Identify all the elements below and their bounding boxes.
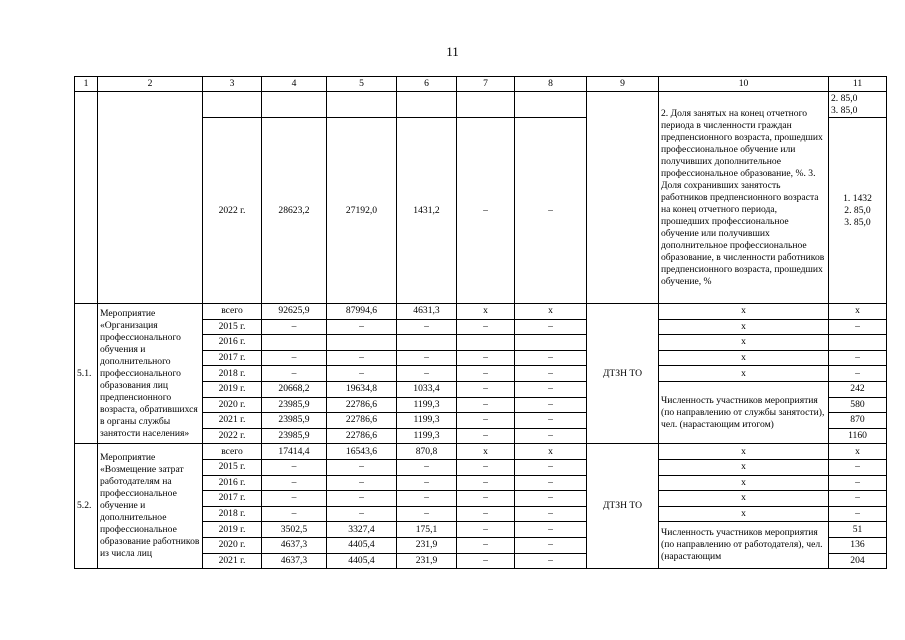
target-value: х	[829, 444, 887, 460]
column-header: 11	[829, 77, 887, 92]
value-cell: –	[515, 350, 587, 366]
value-cell: 17414,4	[262, 444, 327, 460]
value-cell: 23985,9	[262, 397, 327, 413]
value-cell: –	[457, 366, 515, 382]
value-cell: 1199,3	[397, 413, 457, 429]
value-cell: 3502,5	[262, 522, 327, 538]
indicator-description: Численность участников мероприятия (по направлению от службы занятости), чел. (нарастающим итогом)	[659, 381, 829, 443]
value-cell: 870,8	[397, 444, 457, 460]
target-values	[829, 92, 887, 118]
indicator-description: 2. Доля занятых на конец отчетного периода в численности граждан предпенсионного возраста, прошедших профессиональное обучение или получивших дополнительное профессиональное образование, %. 3. Доля сохранивших занятость работников предпенсионного возраста на конец отчетного периода, прошедших профессиональное обучение или получивших дополнительное профессиональное образование, в численности работников предпенсионного возраста, прошедших обучение, %	[659, 92, 829, 304]
indicator-cell: х	[659, 491, 829, 507]
year-cell: 2022 г.	[203, 118, 262, 304]
column-header: 10	[659, 77, 829, 92]
target-value: 51	[829, 522, 887, 538]
table-row	[75, 92, 887, 118]
table-cell	[203, 92, 262, 118]
value-cell: 1431,2	[397, 118, 457, 304]
year-cell: всего	[203, 304, 262, 320]
year-cell: 2020 г.	[203, 537, 262, 553]
column-header: 8	[515, 77, 587, 92]
value-cell: –	[515, 118, 587, 304]
year-cell: 2017 г.	[203, 491, 262, 507]
value-cell: х	[457, 304, 515, 320]
target-value: –	[829, 366, 887, 382]
target-value: 580	[829, 397, 887, 413]
indicator-cell: х	[659, 335, 829, 351]
value-cell: –	[327, 475, 397, 491]
value-cell: 231,9	[397, 537, 457, 553]
target-value: 2. 85,0	[844, 204, 871, 216]
value-cell: –	[457, 475, 515, 491]
target-value: 204	[829, 553, 887, 569]
value-cell: –	[515, 319, 587, 335]
value-cell: 28623,2	[262, 118, 327, 304]
value-cell: –	[457, 319, 515, 335]
value-cell: х	[515, 304, 587, 320]
indicator-cell: х	[659, 444, 829, 460]
indicator-cell: х	[659, 459, 829, 475]
value-cell: 16543,6	[327, 444, 397, 460]
section-number: 5.2.	[75, 444, 98, 569]
value-cell: –	[397, 459, 457, 475]
indicator-cell: х	[659, 350, 829, 366]
value-cell: –	[262, 491, 327, 507]
value-cell: –	[397, 366, 457, 382]
value-cell: 4405,4	[327, 537, 397, 553]
column-header: 3	[203, 77, 262, 92]
target-values	[829, 118, 887, 304]
year-cell: всего	[203, 444, 262, 460]
year-cell: 2018 г.	[203, 506, 262, 522]
value-cell: 22786,6	[327, 413, 397, 429]
value-cell: –	[397, 506, 457, 522]
table-cell	[327, 92, 397, 118]
value-cell: –	[515, 366, 587, 382]
year-cell: 2015 г.	[203, 319, 262, 335]
value-cell: –	[515, 381, 587, 397]
page-number: 11	[446, 44, 459, 59]
value-cell	[327, 335, 397, 351]
section-number: 5.1.	[75, 304, 98, 444]
value-cell: –	[262, 366, 327, 382]
column-header: 4	[262, 77, 327, 92]
target-value: х	[829, 304, 887, 320]
target-value: –	[829, 319, 887, 335]
year-cell: 2022 г.	[203, 428, 262, 444]
value-cell: –	[515, 397, 587, 413]
target-value: 242	[829, 381, 887, 397]
value-cell: –	[327, 506, 397, 522]
value-cell: –	[457, 428, 515, 444]
value-cell: х	[457, 444, 515, 460]
value-cell: 4631,3	[397, 304, 457, 320]
value-cell: –	[327, 319, 397, 335]
year-cell: 2017 г.	[203, 350, 262, 366]
value-cell	[457, 335, 515, 351]
value-cell: –	[397, 350, 457, 366]
value-cell: –	[262, 350, 327, 366]
year-cell: 2016 г.	[203, 475, 262, 491]
value-cell: –	[515, 428, 587, 444]
column-header: 2	[98, 77, 203, 92]
value-cell: –	[397, 475, 457, 491]
value-cell: –	[457, 522, 515, 538]
target-value: 1160	[829, 428, 887, 444]
section-title: Мероприятие «Организация профессионального обучения и дополнительного профессионального образования лиц предпенсионного возраста, обратившихся в органы службы занятости населения»	[98, 304, 203, 444]
year-cell: 2021 г.	[203, 413, 262, 429]
value-cell: –	[515, 522, 587, 538]
value-cell: –	[515, 413, 587, 429]
year-cell: 2016 г.	[203, 335, 262, 351]
value-cell: –	[515, 475, 587, 491]
target-value: –	[829, 350, 887, 366]
table-row	[75, 444, 887, 460]
value-cell: 27192,0	[327, 118, 397, 304]
value-cell: –	[457, 553, 515, 569]
value-cell: 22786,6	[327, 428, 397, 444]
value-cell: –	[515, 537, 587, 553]
table-cell	[457, 92, 515, 118]
value-cell: 1199,3	[397, 397, 457, 413]
section-title: Мероприятие «Возмещение затрат работодателям на профессиональное обучение и дополнительное профессиональное образование работников из числа лиц	[98, 444, 203, 569]
target-value: –	[829, 491, 887, 507]
value-cell: –	[457, 491, 515, 507]
value-cell: 231,9	[397, 553, 457, 569]
value-cell: 23985,9	[262, 428, 327, 444]
value-cell: –	[262, 475, 327, 491]
value-cell	[515, 335, 587, 351]
target-value	[829, 335, 887, 351]
table-cell	[397, 92, 457, 118]
value-cell: –	[457, 397, 515, 413]
value-cell: –	[397, 319, 457, 335]
value-cell: 22786,6	[327, 397, 397, 413]
target-value: –	[829, 506, 887, 522]
target-value: 136	[829, 537, 887, 553]
value-cell: –	[327, 366, 397, 382]
year-cell: 2018 г.	[203, 366, 262, 382]
value-cell: –	[457, 118, 515, 304]
table-row	[75, 304, 887, 320]
indicator-cell: х	[659, 304, 829, 320]
table-cell	[98, 92, 203, 304]
year-cell: 2021 г.	[203, 553, 262, 569]
executor-cell: ДТЗН ТО	[587, 304, 659, 444]
value-cell: –	[457, 506, 515, 522]
value-cell: –	[262, 506, 327, 522]
program-table	[74, 76, 887, 569]
value-cell: 4405,4	[327, 553, 397, 569]
table-cell	[262, 92, 327, 118]
indicator-description: Численность участников мероприятия (по направлению от работодателя), чел. (нарастающим	[659, 522, 829, 569]
column-header: 5	[327, 77, 397, 92]
value-cell: –	[515, 553, 587, 569]
value-cell: 23985,9	[262, 413, 327, 429]
year-cell: 2019 г.	[203, 522, 262, 538]
value-cell	[397, 335, 457, 351]
value-cell: –	[397, 491, 457, 507]
value-cell: 20668,2	[262, 381, 327, 397]
year-cell: 2015 г.	[203, 459, 262, 475]
indicator-cell: х	[659, 506, 829, 522]
value-cell: 87994,6	[327, 304, 397, 320]
value-cell: –	[457, 381, 515, 397]
value-cell: –	[262, 319, 327, 335]
target-value: 3. 85,0	[831, 104, 858, 116]
indicator-cell: х	[659, 475, 829, 491]
value-cell: –	[327, 350, 397, 366]
value-cell: 1033,4	[397, 381, 457, 397]
target-value: 2. 85,0	[831, 92, 858, 104]
indicator-cell: х	[659, 366, 829, 382]
year-cell: 2020 г.	[203, 397, 262, 413]
target-value: 870	[829, 413, 887, 429]
target-value: –	[829, 459, 887, 475]
table-cell	[75, 92, 98, 304]
table-cell	[587, 92, 659, 304]
value-cell: –	[327, 459, 397, 475]
value-cell: –	[457, 459, 515, 475]
table-cell	[515, 92, 587, 118]
year-cell: 2019 г.	[203, 381, 262, 397]
value-cell: –	[262, 459, 327, 475]
value-cell: 4637,3	[262, 537, 327, 553]
value-cell: 19634,8	[327, 381, 397, 397]
value-cell	[262, 335, 327, 351]
value-cell: 1199,3	[397, 428, 457, 444]
value-cell: х	[515, 444, 587, 460]
column-header: 6	[397, 77, 457, 92]
target-value: 3. 85,0	[844, 216, 871, 228]
value-cell: –	[457, 350, 515, 366]
value-cell: –	[457, 413, 515, 429]
value-cell: 4637,3	[262, 553, 327, 569]
value-cell: –	[327, 491, 397, 507]
executor-cell: ДТЗН ТО	[587, 444, 659, 569]
value-cell: 3327,4	[327, 522, 397, 538]
value-cell: 92625,9	[262, 304, 327, 320]
value-cell: –	[515, 491, 587, 507]
value-cell: –	[457, 537, 515, 553]
column-header: 9	[587, 77, 659, 92]
target-value: –	[829, 475, 887, 491]
column-header: 7	[457, 77, 515, 92]
value-cell: –	[515, 506, 587, 522]
value-cell: –	[515, 459, 587, 475]
column-number-row	[75, 77, 887, 92]
value-cell: 175,1	[397, 522, 457, 538]
column-header: 1	[75, 77, 98, 92]
indicator-cell: х	[659, 319, 829, 335]
target-value: 1. 1432	[843, 192, 872, 204]
